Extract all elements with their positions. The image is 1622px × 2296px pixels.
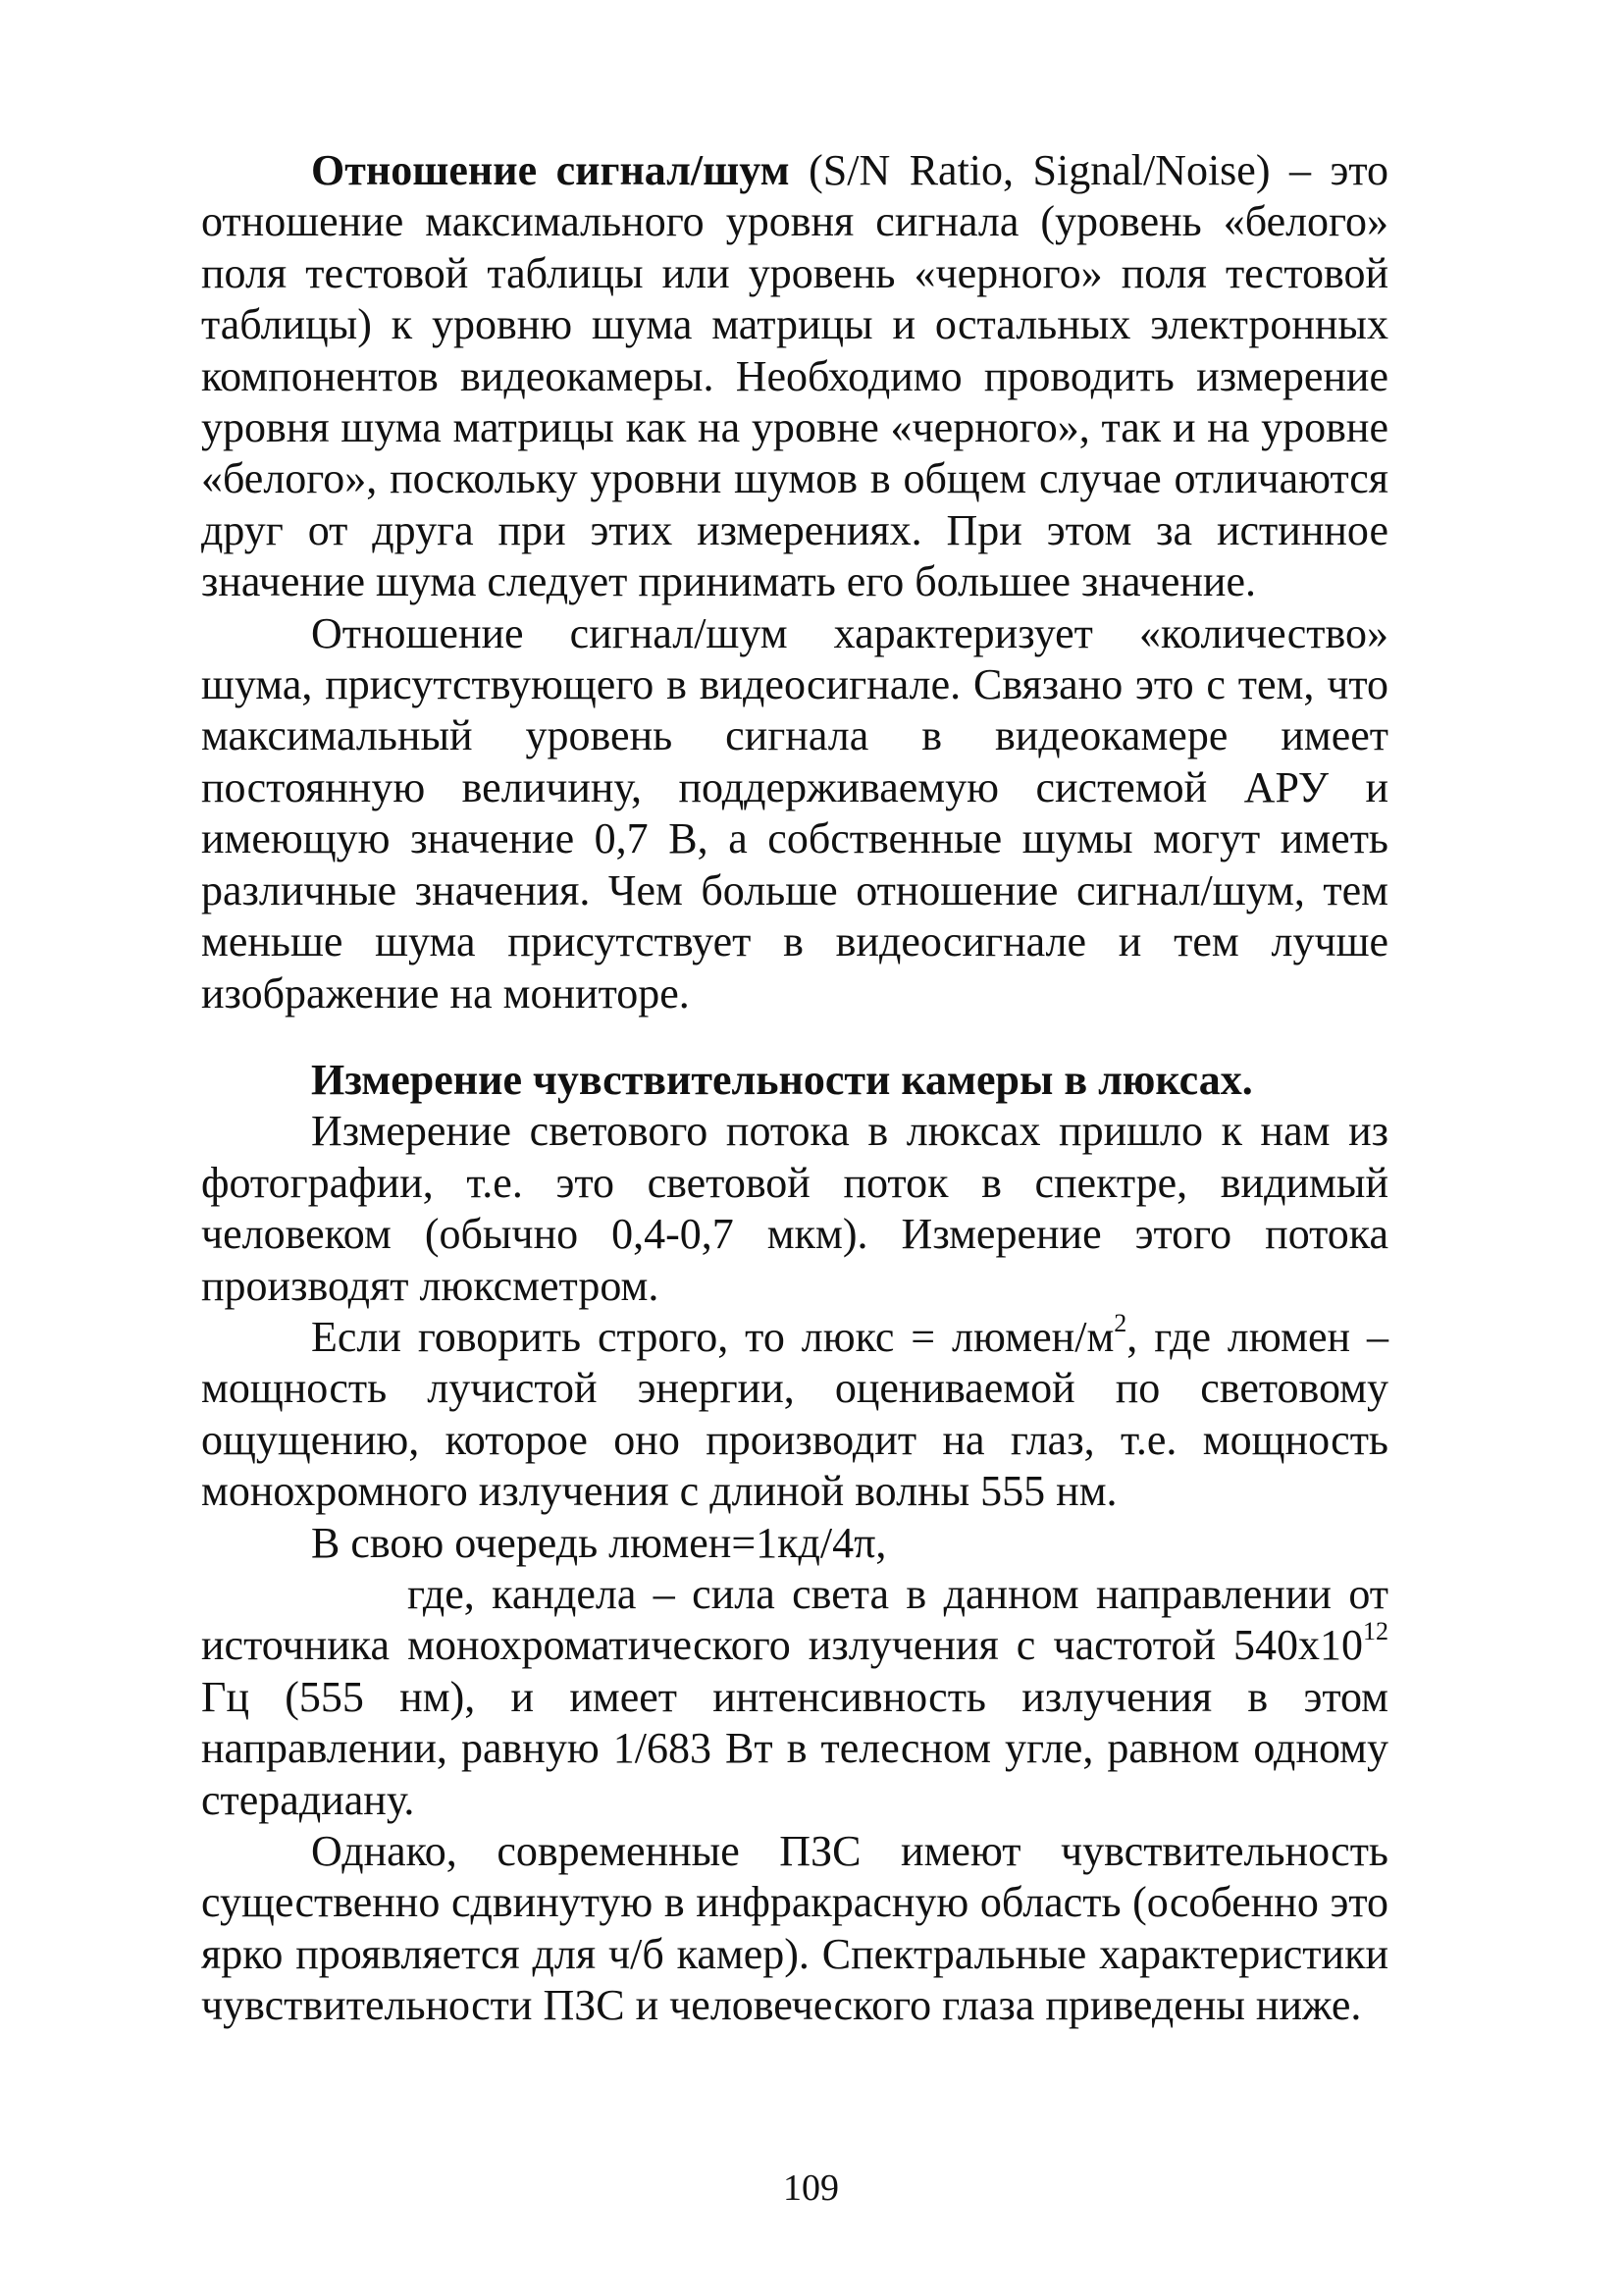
page-number: 109: [783, 2167, 839, 2209]
paragraph-candela-definition: [201, 1569, 1388, 1826]
snr-definition-text: (S/N Ratio, Signal/Noise) – это отношение максимального уровня сигнала (уровень «белого» поля тестовой таблицы или уровень «черного» поля тестовой таблицы) к уровню шума матрицы и остальных электронных компонентов видеокамеры. Необходимо проводить измерение уровня шума матрицы как на уровне «черного», так и на уровне «белого», поскольку уровни шумов в общем случае отличаются друг от друга при этих измерениях. При этом за истинное значение шума следует принимать его большее значение.: [201, 146, 1388, 606]
candela-before: где, кандела – сила света в данном направлении от источника монохроматического излучения с частотой 540х10: [201, 1569, 1388, 1670]
candela-after: Гц (555 нм), и имеет интенсивность излучения в этом направлении, равную 1/683 Вт в телесном угле, равном одному стерадиану.: [201, 1672, 1388, 1824]
lux-def-after: , где люмен – мощность лучистой энергии, оцениваемой по световому ощущению, которое оно производит на глаз, т.е. мощность монохромного излучения с длиной волны 555 нм.: [201, 1312, 1388, 1516]
candela-sup: 12: [1363, 1617, 1388, 1646]
lux-def-before: Если говорить строго, то люкс = люмен/м: [311, 1312, 1115, 1361]
paragraph-lux-definition: [201, 1308, 1388, 1518]
paragraph-lux-measurement: Измерение светового потока в люксах пришло к нам из фотографии, т.е. это световой поток в спектре, видимый человеком (обычно 0,4-0,7 мкм). Измерение этого потока производят люксметром.: [201, 1107, 1388, 1310]
section-heading-lux: Измерение чувствительности камеры в люксах.: [311, 1055, 1253, 1104]
page-body: [201, 145, 1388, 2032]
lux-def-sup: 2: [1114, 1308, 1127, 1337]
paragraph-snr-explanation: Отношение сигнал/шум характеризует «количество» шума, присутствующего в видеосигнале. Связано это с тем, что максимальный уровень сигнала в видеокамере имеет постоянную величину, поддерживаемую системой АРУ и имеющую значение 0,7 В, а собственные шумы могут иметь различные значения. Чем больше отношение сигнал/шум, тем меньше шума присутствует в видеосигнале и тем лучше изображение на мониторе.: [201, 608, 1388, 1018]
paragraph-snr-definition: [201, 145, 1388, 608]
paragraph-lumen-formula: В свою очередь люмен=1кд/4π,: [311, 1518, 887, 1567]
paragraph-ccd-sensitivity: Однако, современные ПЗС имеют чувствительность существенно сдвинутую в инфракрасную область (особенно это ярко проявляется для ч/б камер). Спектральные характеристики чувствительности ПЗС и человеческого глаза приведены ниже.: [201, 1827, 1388, 2030]
term-snr: Отношение сигнал/шум: [311, 146, 790, 194]
